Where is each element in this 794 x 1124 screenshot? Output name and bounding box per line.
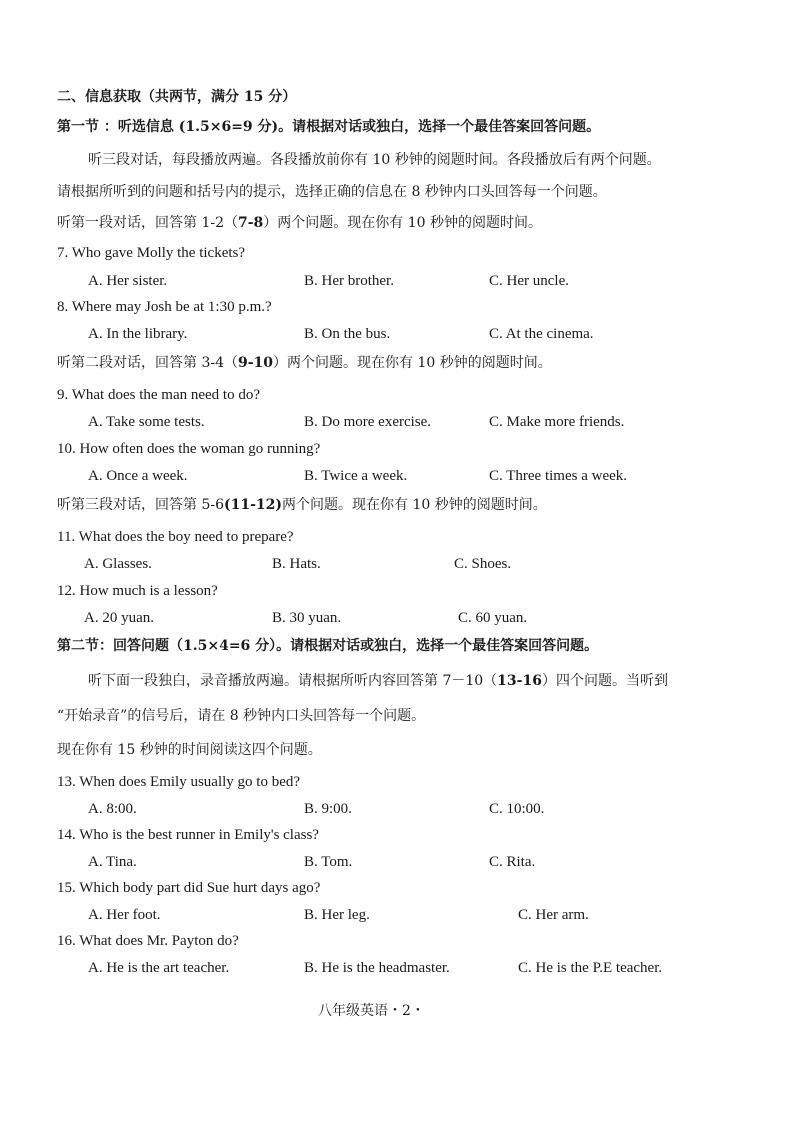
question-14-option-a: A. Tina. bbox=[88, 854, 137, 870]
question-10-option-c: C. Three times a week. bbox=[489, 468, 628, 484]
question-16-option-a: A. He is the art teacher. bbox=[88, 960, 230, 976]
question-13-option-b: B. 9:00. bbox=[304, 801, 352, 817]
question-9-option-b: B. Do more exercise. bbox=[304, 414, 432, 430]
part2-range: 13-16 bbox=[497, 673, 542, 689]
part1-heading-title: 第一节 ：听选信息 bbox=[57, 119, 174, 135]
dialogue1-range: 7-8 bbox=[238, 215, 264, 231]
part2-intro-text-a: 听下面一段独白，录音播放两遍。请根据所听内容回答第 7－10（ bbox=[88, 673, 498, 689]
question-14-option-c: C. Rita. bbox=[489, 854, 536, 870]
part2-intro-text-c: ）四个问题。当听到 bbox=[541, 673, 668, 689]
question-8-option-a: A. In the library. bbox=[88, 326, 188, 342]
part1-heading-rule: (1.5×6=9 分)。请根据对话或独白，选择一个最佳答案回答问题。 bbox=[173, 119, 601, 135]
dialogue2-range: 9-10 bbox=[238, 355, 274, 371]
question-15-option-b: B. Her leg. bbox=[304, 907, 370, 923]
question-9: 9. What does the man need to do? bbox=[57, 387, 260, 403]
dialogue3-text-a: 听第三段对话，回答第 5-6 bbox=[57, 497, 224, 513]
question-13-option-c: C. 10:00. bbox=[489, 801, 545, 817]
question-7-option-b: B. Her brother. bbox=[304, 273, 394, 289]
dialogue2-instruction bbox=[57, 354, 552, 372]
question-11: 11. What does the boy need to prepare? bbox=[57, 529, 294, 545]
part2-heading: 第二节：回答问题（1.5×4=6 分）。请根据对话或独白，选择一个最佳答案回答问题。 bbox=[57, 638, 599, 654]
question-14: 14. Who is the best runner in Emily's class? bbox=[57, 827, 319, 843]
question-7-option-a: A. Her sister. bbox=[88, 273, 168, 289]
question-10-option-b: B. Twice a week. bbox=[304, 468, 408, 484]
question-11-option-b: B. Hats. bbox=[272, 556, 321, 572]
question-16-option-b: B. He is the headmaster. bbox=[304, 960, 450, 976]
question-7-option-c: C. Her uncle. bbox=[489, 273, 569, 289]
question-12: 12. How much is a lesson? bbox=[57, 583, 218, 599]
question-8-option-c: C. At the cinema. bbox=[489, 326, 594, 342]
dialogue2-text-a: 听第二段对话，回答第 3-4（ bbox=[57, 355, 238, 371]
question-9-option-c: C. Make more friends. bbox=[489, 414, 625, 430]
question-11-option-a: A. Glasses. bbox=[84, 556, 152, 572]
question-15: 15. Which body part did Sue hurt days ago? bbox=[57, 880, 321, 896]
question-15-option-a: A. Her foot. bbox=[88, 907, 161, 923]
dialogue3-instruction bbox=[57, 496, 547, 514]
question-14-option-b: B. Tom. bbox=[304, 854, 353, 870]
question-16: 16. What does Mr. Payton do? bbox=[57, 933, 239, 949]
part1-intro-line2: 请根据所听到的问题和括号内的提示，选择正确的信息在 8 秒钟内口头回答每一个问题。 bbox=[57, 184, 607, 200]
question-10-option-a: A. Once a week. bbox=[88, 468, 188, 484]
dialogue1-instruction bbox=[57, 214, 542, 232]
part2-intro-line1 bbox=[88, 672, 668, 690]
dialogue3-text-c: 两个问题。现在你有 10 秒钟的阅题时间。 bbox=[282, 497, 547, 513]
dialogue2-text-c: ）两个问题。现在你有 10 秒钟的阅题时间。 bbox=[273, 355, 552, 371]
part1-heading bbox=[57, 118, 600, 136]
part2-intro-line3: 现在你有 15 秒钟的时间阅读这四个问题。 bbox=[57, 742, 322, 758]
question-8: 8. Where may Josh be at 1:30 p.m.? bbox=[57, 299, 272, 315]
question-15-option-c: C. Her arm. bbox=[518, 907, 589, 923]
page-footer: 八年级英语・2・ bbox=[318, 1003, 425, 1019]
question-12-option-b: B. 30 yuan. bbox=[272, 610, 342, 626]
question-7: 7. Who gave Molly the tickets? bbox=[57, 245, 246, 261]
question-12-option-c: C. 60 yuan. bbox=[458, 610, 528, 626]
question-8-option-b: B. On the bus. bbox=[304, 326, 391, 342]
question-12-option-a: A. 20 yuan. bbox=[84, 610, 154, 626]
question-9-option-a: A. Take some tests. bbox=[88, 414, 205, 430]
question-16-option-c: C. He is the P.E teacher. bbox=[518, 960, 663, 976]
question-13-option-a: A. 8:00. bbox=[88, 801, 137, 817]
section-heading: 二、信息获取（共两节，满分 15 分） bbox=[57, 89, 297, 105]
question-13: 13. When does Emily usually go to bed? bbox=[57, 774, 301, 790]
part2-intro-line2: “开始录音”的信号后，请在 8 秒钟内口头回答每一个问题。 bbox=[57, 708, 426, 724]
dialogue1-text-c: ）两个问题。现在你有 10 秒钟的阅题时间。 bbox=[263, 215, 543, 231]
question-11-option-c: C. Shoes. bbox=[454, 556, 512, 572]
dialogue1-text-a: 听第一段对话，回答第 1-2（ bbox=[57, 215, 238, 231]
part1-intro-line1: 听三段对话，每段播放两遍。各段播放前你有 10 秒钟的阅题时间。各段播放后有两个问题。 bbox=[88, 152, 661, 168]
dialogue3-range: (11-12) bbox=[224, 497, 283, 513]
question-10: 10. How often does the woman go running? bbox=[57, 441, 321, 457]
